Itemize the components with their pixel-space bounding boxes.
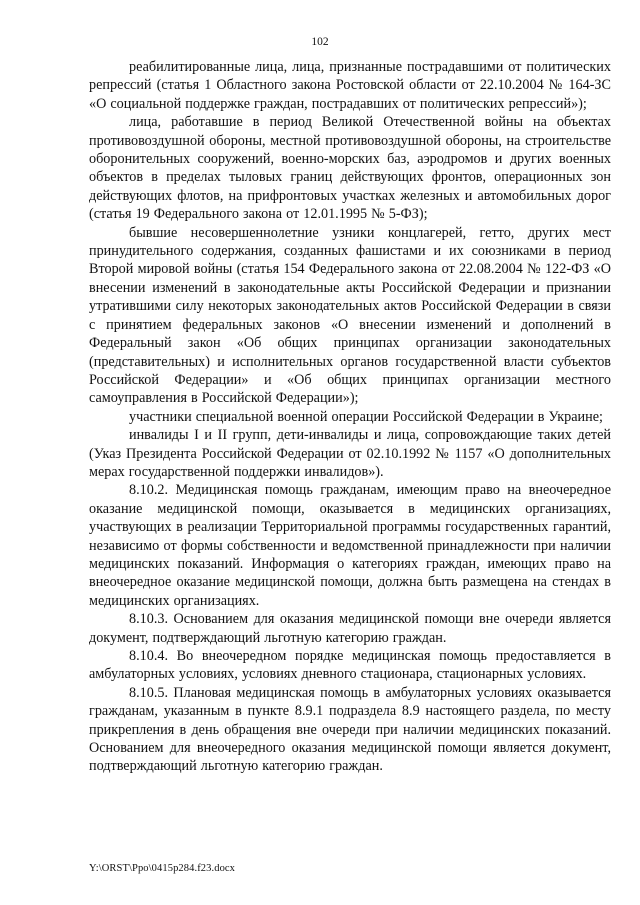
paragraph: бывшие несовершеннолетние узники концлагерей, гетто, других мест принудительного содержания, созданных фашистами и их союзниками в период Второй мировой войны (статья 154 Федерального закона от 22.08.2004 № 122-ФЗ «О внесении изменений в законодательные акты Российской Федерации и признании утратившими силу некоторых законодательных актов Российской Федерации в связи с принятием федеральных законов «О внесении изменений и дополнений в Федеральный закон «Об общих принципах организации законодательных (представительных) и исполнительных органов государственной власти субъектов Российской Федерации» и «Об общих принципах организации местного самоуправления в Российской Федерации»);: [89, 224, 611, 407]
page-number: 102: [311, 36, 329, 48]
paragraph: участники специальной военной операции Российской Федерации в Украине;: [129, 408, 603, 425]
paragraph: 8.10.5. Плановая медицинская помощь в амбулаторных условиях оказывается гражданам, указанным в пункте 8.9.1 подраздела 8.9 настоящего раздела, по месту прикрепления в день обращения вне очереди при наличии медицинских показаний. Основанием для внеочередного оказания медицинской помощи является документ, подтверждающий льготную категорию граждан.: [89, 684, 611, 775]
paragraph: реабилитированные лица, лица, признанные пострадавшими от политических репрессий (статья 1 Областного закона Ростовской области от 22.10.2004 № 164-ЗС «О социальной поддержке граждан, пострадавших от политических репрессий»);: [89, 59, 611, 112]
paragraph: 8.10.3. Основанием для оказания медицинской помощи вне очереди является документ, подтверждающий льготную категорию граждан.: [89, 611, 611, 646]
paragraph: инвалиды I и II групп, дети-инвалиды и лица, сопровождающие таких детей (Указ Президента Российской Федерации от 02.10.1992 № 1157 «О дополнительных мерах государственной поддержки инвалидов»).: [89, 427, 611, 480]
paragraph: 8.10.2. Медицинская помощь гражданам, имеющим право на внеочередное оказание медицинской помощи, оказывается в медицинских организациях, участвующих в реализации Территориальной программы государственных гарантий, независимо от формы собственности и ведомственной принадлежности при наличии медицинских показаний. Информация о категориях граждан, имеющих право на внеочередное оказание медицинской помощи, должна быть размещена на стендах в медицинских организациях.: [89, 482, 611, 609]
paragraph: 8.10.4. Во внеочередном порядке медицинская помощь предоставляется в амбулаторных условиях, условиях дневного стационара, стационарных условиях.: [89, 648, 611, 683]
document-body: [89, 58, 611, 776]
footer-file-path: Y:\ORST\Ppo\0415p284.f23.docx: [89, 863, 236, 874]
paragraph: лица, работавшие в период Великой Отечественной войны на объектах противовоздушной обороны, местной противовоздушной обороны, на строительстве оборонительных сооружений, военно-морских баз, аэродромов и других военных объектов в пределах тыловых границ действующих фронтов, операционных зон действующих флотов, на прифронтовых участках железных и автомобильных дорог (статья 19 Федерального закона от 12.01.1995 № 5-ФЗ);: [89, 114, 611, 223]
